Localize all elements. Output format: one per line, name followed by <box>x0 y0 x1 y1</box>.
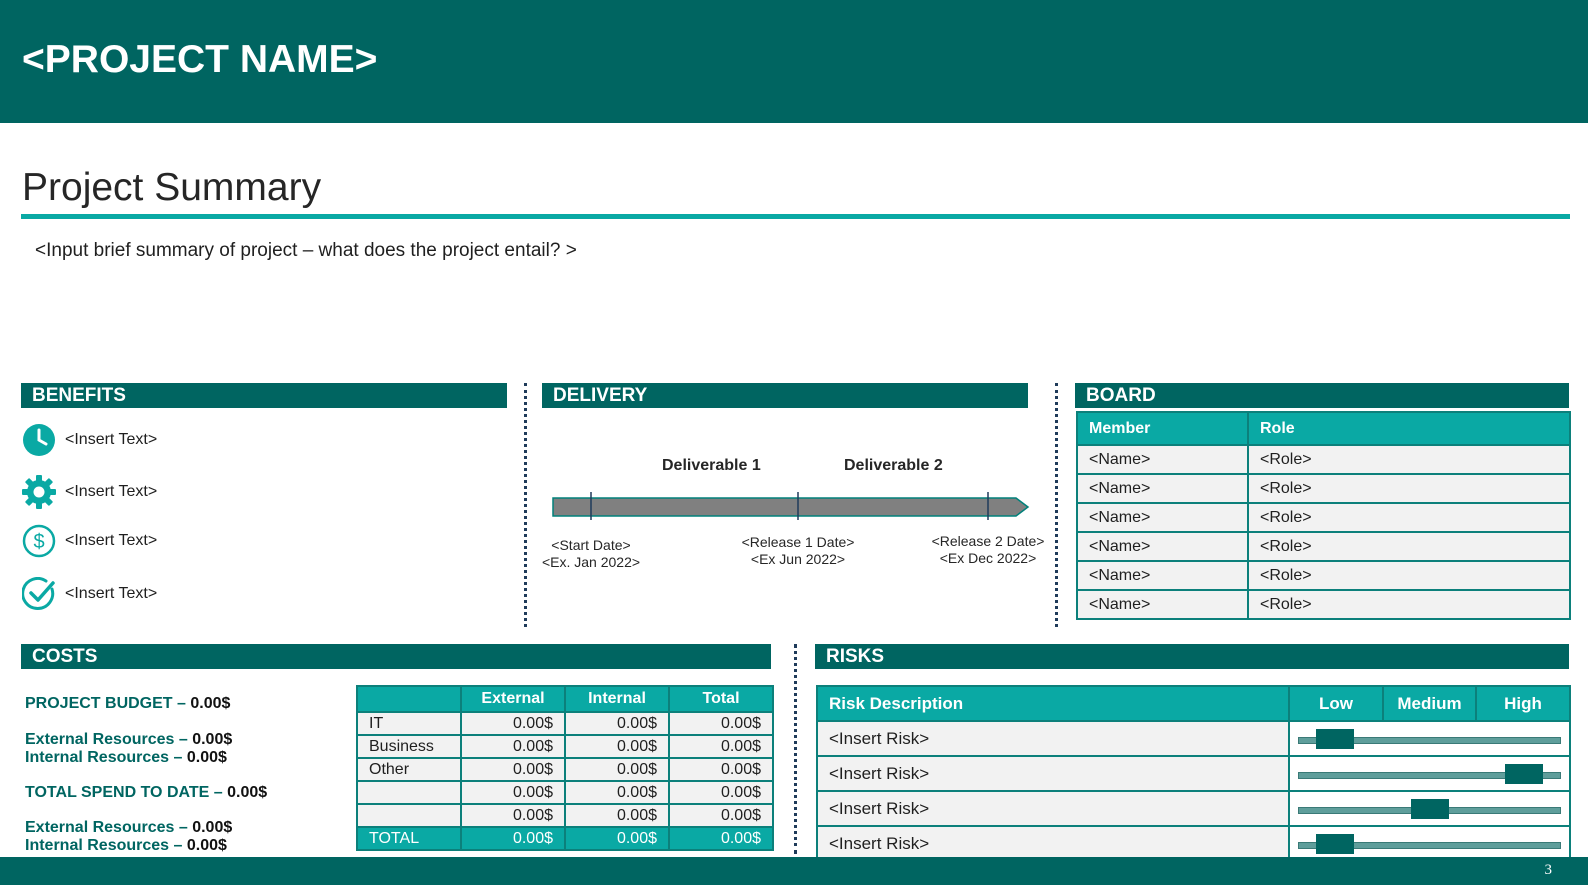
slider-thumb[interactable] <box>1505 764 1543 784</box>
slider-thumb[interactable] <box>1316 729 1354 749</box>
gear-icon <box>22 475 56 509</box>
table-row <box>1077 532 1570 561</box>
risk-description[interactable]: <Insert Risk> <box>817 826 1289 861</box>
benefit-text[interactable]: <Insert Text> <box>65 532 158 549</box>
risk-description[interactable]: <Insert Risk> <box>817 721 1289 756</box>
cost-category[interactable]: IT <box>357 712 461 735</box>
check-circle-icon <box>22 577 56 611</box>
total-cell[interactable]: 0.00$ <box>461 827 565 850</box>
cost-category[interactable]: Other <box>357 758 461 781</box>
member-cell[interactable]: <Name> <box>1077 561 1248 590</box>
cost-cell[interactable]: 0.00$ <box>669 735 773 758</box>
member-cell[interactable]: <Name> <box>1077 590 1248 619</box>
column-header: Low <box>1289 686 1383 721</box>
column-header: Risk Description <box>817 686 1289 721</box>
column-header: Total <box>669 686 773 712</box>
summary-text[interactable]: <Input brief summary of project – what does the project entail? > <box>35 240 577 261</box>
table-row <box>1077 445 1570 474</box>
benefit-item <box>22 475 157 509</box>
external-resources: External Resources – 0.00$ <box>25 731 233 748</box>
footer-bar <box>0 857 1588 885</box>
risk-description[interactable]: <Insert Risk> <box>817 756 1289 791</box>
clock-icon <box>22 423 56 457</box>
column-header: Role <box>1248 412 1570 445</box>
table-header-row <box>817 686 1570 721</box>
role-cell[interactable]: <Role> <box>1248 590 1570 619</box>
member-cell[interactable]: <Name> <box>1077 474 1248 503</box>
column-header: High <box>1476 686 1570 721</box>
board-table <box>1076 411 1571 620</box>
member-cell[interactable]: <Name> <box>1077 445 1248 474</box>
cost-cell[interactable]: 0.00$ <box>461 804 565 827</box>
milestone-date: <Start Date> <Ex. Jan 2022> <box>541 537 641 570</box>
slider-thumb[interactable] <box>1411 799 1449 819</box>
table-row <box>1077 474 1570 503</box>
column-header: External <box>461 686 565 712</box>
cost-cell[interactable]: 0.00$ <box>565 804 669 827</box>
table-row <box>357 712 773 735</box>
benefits-heading: BENEFITS <box>21 383 507 408</box>
role-cell[interactable]: <Role> <box>1248 503 1570 532</box>
cost-cell[interactable]: 0.00$ <box>565 781 669 804</box>
cost-cell[interactable]: 0.00$ <box>669 758 773 781</box>
project-budget: PROJECT BUDGET – 0.00$ <box>25 695 231 712</box>
role-cell[interactable]: <Role> <box>1248 561 1570 590</box>
page-number: 3 <box>1544 862 1552 878</box>
cost-cell[interactable]: 0.00$ <box>565 735 669 758</box>
total-spend: TOTAL SPEND TO DATE – 0.00$ <box>25 784 268 801</box>
column-header: Member <box>1077 412 1248 445</box>
cost-category[interactable]: Business <box>357 735 461 758</box>
cost-cell[interactable]: 0.00$ <box>461 735 565 758</box>
project-name: <PROJECT NAME> <box>22 38 378 81</box>
board-heading: BOARD <box>1075 383 1569 408</box>
cost-category[interactable] <box>357 781 461 804</box>
benefit-item <box>22 577 157 611</box>
table-header-row <box>357 686 773 712</box>
table-row <box>817 721 1570 756</box>
column-divider <box>1055 383 1058 627</box>
risk-level-slider[interactable] <box>1289 721 1570 756</box>
external-resources: External Resources – 0.00$ <box>25 819 233 836</box>
cost-cell[interactable]: 0.00$ <box>461 758 565 781</box>
cost-cell[interactable]: 0.00$ <box>461 781 565 804</box>
dollar-icon <box>22 524 56 558</box>
table-row <box>817 756 1570 791</box>
table-row <box>1077 561 1570 590</box>
internal-resources: Internal Resources – 0.00$ <box>25 749 227 766</box>
table-row <box>357 758 773 781</box>
benefit-item <box>22 524 157 558</box>
milestone-date: <Release 1 Date> <Ex Jun 2022> <box>741 534 855 567</box>
risk-description[interactable]: <Insert Risk> <box>817 791 1289 826</box>
benefit-text[interactable]: <Insert Text> <box>65 483 158 500</box>
table-row <box>357 735 773 758</box>
delivery-heading: DELIVERY <box>542 383 1028 408</box>
member-cell[interactable]: <Name> <box>1077 503 1248 532</box>
total-label: TOTAL <box>357 827 461 850</box>
table-row <box>817 791 1570 826</box>
column-divider <box>524 383 527 627</box>
table-header-row <box>1077 412 1570 445</box>
cost-category[interactable] <box>357 804 461 827</box>
table-row <box>817 826 1570 861</box>
section-title: Project Summary <box>22 166 322 209</box>
timeline-arrow <box>552 490 1030 530</box>
role-cell[interactable]: <Role> <box>1248 532 1570 561</box>
risks-heading: RISKS <box>815 644 1569 669</box>
cost-cell[interactable]: 0.00$ <box>565 712 669 735</box>
title-underline <box>21 214 1570 219</box>
benefit-item <box>22 423 157 457</box>
column-header <box>357 686 461 712</box>
column-header: Internal <box>565 686 669 712</box>
column-header: Medium <box>1383 686 1476 721</box>
role-cell[interactable]: <Role> <box>1248 445 1570 474</box>
column-divider <box>794 644 797 854</box>
cost-cell[interactable]: 0.00$ <box>565 758 669 781</box>
cost-cell[interactable]: 0.00$ <box>461 712 565 735</box>
cost-cell[interactable]: 0.00$ <box>669 781 773 804</box>
benefit-text[interactable]: <Insert Text> <box>65 431 158 448</box>
table-row <box>357 781 773 804</box>
table-row <box>357 804 773 827</box>
total-cell[interactable]: 0.00$ <box>669 827 773 850</box>
cost-cell[interactable]: 0.00$ <box>669 712 773 735</box>
member-cell[interactable]: <Name> <box>1077 532 1248 561</box>
risk-level-slider[interactable] <box>1289 756 1570 791</box>
role-cell[interactable]: <Role> <box>1248 474 1570 503</box>
benefit-text[interactable]: <Insert Text> <box>65 585 158 602</box>
svg-text:$: $ <box>33 531 45 553</box>
milestone-date: <Release 2 Date> <Ex Dec 2022> <box>931 533 1045 566</box>
risks-table <box>816 685 1571 862</box>
internal-resources: Internal Resources – 0.00$ <box>25 837 227 854</box>
risk-level-slider[interactable] <box>1289 826 1570 861</box>
table-row <box>1077 590 1570 619</box>
costs-heading: COSTS <box>21 644 771 669</box>
deliverable-label: Deliverable 1 <box>662 457 761 474</box>
costs-table <box>356 685 774 851</box>
table-row <box>1077 503 1570 532</box>
total-cell[interactable]: 0.00$ <box>565 827 669 850</box>
cost-cell[interactable]: 0.00$ <box>669 804 773 827</box>
slider-thumb[interactable] <box>1316 834 1354 854</box>
risk-level-slider[interactable] <box>1289 791 1570 826</box>
deliverable-label: Deliverable 2 <box>844 457 943 474</box>
total-row <box>357 827 773 850</box>
